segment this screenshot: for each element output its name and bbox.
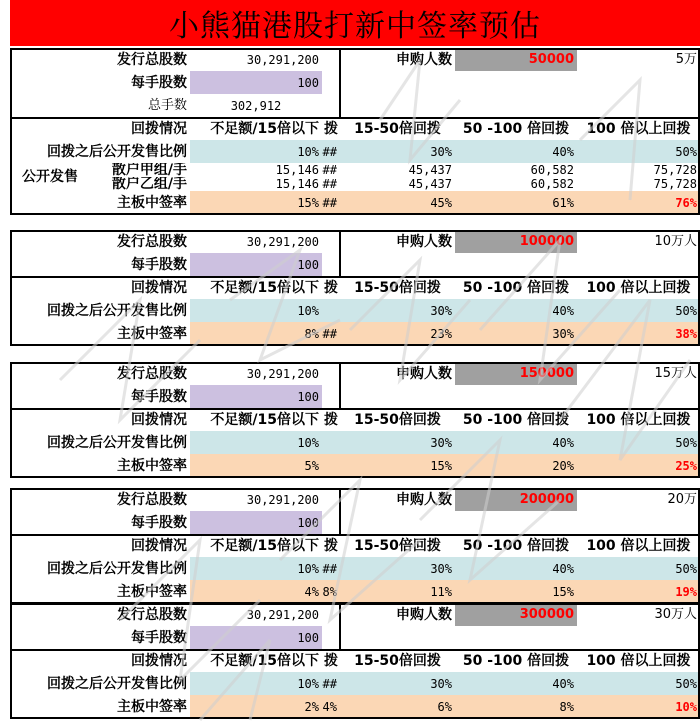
public-ratio-value: 50%	[577, 431, 700, 454]
applicants-value[interactable]: 150000	[455, 362, 577, 385]
grid-line	[10, 408, 700, 410]
total-lots-label: 总手数	[147, 98, 187, 113]
retail-b-value: ##	[322, 177, 337, 191]
clawback-header-0: 不足额/15倍以下	[210, 652, 319, 669]
grid-line	[10, 117, 700, 119]
public-ratio-value: 10%	[190, 140, 322, 163]
issue-total-value[interactable]: 30,291,200	[246, 607, 319, 622]
clawback-header-4: 100 倍以上回拨	[586, 279, 691, 296]
main-rate-value: 15%	[190, 191, 322, 214]
clawback-header-3: 50 -100 倍回拨	[462, 411, 570, 428]
applicants-label: 申购人数	[396, 491, 452, 508]
clawback-header-0: 不足额/15倍以下	[210, 537, 319, 554]
main-rate-value: ##	[322, 191, 340, 214]
issue-total-value[interactable]: 30,291,200	[246, 366, 319, 381]
public-ratio-value: 10%	[190, 431, 322, 454]
grid-line	[339, 488, 341, 534]
lot-size-label: 每手股数	[131, 629, 187, 646]
grid-line	[339, 362, 341, 408]
public-ratio-value: 10%	[190, 299, 322, 322]
issue-total-label: 发行总股数	[117, 233, 187, 250]
grid-line	[339, 48, 341, 117]
main-rate-value: 6%	[340, 695, 455, 718]
main-rate-value: 38%	[577, 322, 700, 345]
main-rate-value: 11%	[340, 580, 455, 603]
main-rate-value: 76%	[577, 191, 700, 214]
lot-size-label: 每手股数	[131, 74, 187, 91]
main-rate-label: 主板中签率	[117, 194, 187, 211]
grid-line	[10, 230, 12, 345]
retail-b-label: 散户乙组/手	[111, 177, 187, 191]
public-ratio-value: 40%	[455, 672, 577, 695]
clawback-header-2: 15-50倍回拨	[354, 411, 441, 428]
public-ratio-value	[322, 299, 340, 322]
clawback-header-2: 15-50倍回拨	[354, 537, 441, 554]
clawback-header-0: 不足额/15倍以下	[210, 411, 319, 428]
grid-line	[339, 230, 341, 276]
main-rate-value: 30%	[455, 322, 577, 345]
public-ratio-value: 50%	[577, 672, 700, 695]
retail-a-value: ##	[322, 163, 337, 177]
public-offer-label: 公开发售	[22, 169, 78, 185]
main-rate-value: 15%	[455, 580, 577, 603]
main-rate-label: 主板中签率	[117, 698, 187, 715]
applicants-value[interactable]: 300000	[455, 603, 577, 626]
grid-line	[10, 230, 700, 232]
lot-size-label: 每手股数	[131, 514, 187, 531]
retail-a-value: 75,728	[653, 163, 697, 177]
applicants-note: 5万	[675, 52, 697, 67]
clawback-header-2: 15-50倍回拨	[354, 120, 441, 137]
main-rate-value: 20%	[455, 454, 577, 477]
clawback-header-4: 100 倍以上回拨	[586, 652, 691, 669]
clawback-header-1: 拨	[324, 537, 338, 554]
public-ratio-value: ##	[322, 672, 340, 695]
clawback-header-0: 不足额/15倍以下	[210, 120, 319, 137]
public-ratio-value: 30%	[340, 140, 455, 163]
main-rate-label: 主板中签率	[117, 457, 187, 474]
applicants-label: 申购人数	[396, 606, 452, 623]
lot-size-value[interactable]: 100	[190, 511, 322, 534]
applicants-label: 申购人数	[396, 51, 452, 68]
lot-size-value[interactable]: 100	[190, 71, 322, 94]
total-lots-value: 302,912	[230, 98, 282, 113]
clawback-label: 回拨情况	[131, 279, 187, 296]
public-ratio-label: 回拨之后公开发售比例	[47, 675, 187, 692]
grid-line	[10, 213, 700, 215]
clawback-header-3: 50 -100 倍回拨	[462, 537, 570, 554]
public-ratio-value: 30%	[340, 557, 455, 580]
main-rate-value: 15%	[340, 454, 455, 477]
public-ratio-value: 50%	[577, 299, 700, 322]
clawback-header-3: 50 -100 倍回拨	[462, 279, 570, 296]
main-rate-value: 61%	[455, 191, 577, 214]
main-rate-value: 45%	[340, 191, 455, 214]
public-ratio-value: 30%	[340, 672, 455, 695]
main-rate-value: 8%	[322, 580, 340, 603]
issue-total-value[interactable]: 30,291,200	[246, 52, 319, 67]
main-rate-value: 8%	[455, 695, 577, 718]
public-ratio-value: 50%	[577, 140, 700, 163]
issue-total-label: 发行总股数	[117, 491, 187, 508]
public-ratio-label: 回拨之后公开发售比例	[47, 434, 187, 451]
main-rate-label: 主板中签率	[117, 583, 187, 600]
page-title: 小熊猫港股打新中签率预估	[10, 0, 700, 46]
lot-size-value[interactable]: 100	[190, 385, 322, 408]
applicants-note: 30万人	[654, 607, 697, 622]
main-rate-label: 主板中签率	[117, 325, 187, 342]
issue-total-label: 发行总股数	[117, 51, 187, 68]
applicants-value[interactable]: 50000	[455, 48, 577, 71]
grid-line	[10, 488, 700, 490]
clawback-header-4: 100 倍以上回拨	[586, 120, 691, 137]
public-ratio-value: ##	[322, 557, 340, 580]
main-rate-value: ##	[322, 322, 340, 345]
lot-size-value[interactable]: 100	[190, 626, 322, 649]
main-rate-value: 2%	[190, 695, 322, 718]
clawback-header-1: 拨	[324, 652, 338, 669]
retail-b-value: 75,728	[653, 177, 697, 191]
grid-line	[10, 603, 700, 605]
clawback-label: 回拨情况	[131, 411, 187, 428]
grid-line	[10, 276, 700, 278]
applicants-value[interactable]: 200000	[455, 488, 577, 511]
clawback-label: 回拨情况	[131, 120, 187, 137]
retail-b-value: 45,437	[408, 177, 452, 191]
grid-line	[339, 603, 341, 649]
retail-a-label: 散户甲组/手	[111, 163, 187, 177]
grid-line	[10, 362, 12, 477]
public-ratio-value: 40%	[455, 299, 577, 322]
clawback-label: 回拨情况	[131, 652, 187, 669]
grid-line	[10, 344, 700, 346]
public-ratio-value: 40%	[455, 140, 577, 163]
clawback-header-3: 50 -100 倍回拨	[462, 120, 570, 137]
clawback-header-3: 50 -100 倍回拨	[462, 652, 570, 669]
applicants-note: 15万人	[654, 366, 697, 381]
grid-line	[10, 534, 700, 536]
clawback-header-4: 100 倍以上回拨	[586, 411, 691, 428]
lot-size-label: 每手股数	[131, 256, 187, 273]
retail-a-value: 45,437	[408, 163, 452, 177]
grid-line	[10, 603, 12, 718]
clawback-header-1: 拨	[324, 279, 338, 296]
issue-total-value[interactable]: 30,291,200	[246, 492, 319, 507]
public-ratio-value: 10%	[190, 557, 322, 580]
public-ratio-label: 回拨之后公开发售比例	[47, 302, 187, 319]
grid-line	[10, 48, 12, 214]
main-rate-value: 10%	[577, 695, 700, 718]
retail-b-value: 15,146	[275, 177, 319, 191]
main-rate-value	[322, 454, 340, 477]
main-rate-value: 8%	[190, 322, 322, 345]
clawback-header-0: 不足额/15倍以下	[210, 279, 319, 296]
retail-a-value: 60,582	[530, 163, 574, 177]
public-ratio-value: 10%	[190, 672, 322, 695]
clawback-header-4: 100 倍以上回拨	[586, 537, 691, 554]
lot-size-value[interactable]: 100	[190, 253, 322, 276]
main-rate-value: 4%	[190, 580, 322, 603]
grid-line	[10, 476, 700, 478]
applicants-value[interactable]: 100000	[455, 230, 577, 253]
issue-total-label: 发行总股数	[117, 365, 187, 382]
grid-line	[10, 48, 700, 50]
public-ratio-value	[322, 431, 340, 454]
main-rate-value: 5%	[190, 454, 322, 477]
lot-size-label: 每手股数	[131, 388, 187, 405]
public-ratio-value: 40%	[455, 431, 577, 454]
clawback-header-2: 15-50倍回拨	[354, 652, 441, 669]
main-rate-value: 23%	[340, 322, 455, 345]
public-ratio-value: 50%	[577, 557, 700, 580]
public-ratio-label: 回拨之后公开发售比例	[47, 560, 187, 577]
issue-total-label: 发行总股数	[117, 606, 187, 623]
public-ratio-label: 回拨之后公开发售比例	[47, 143, 187, 160]
clawback-label: 回拨情况	[131, 537, 187, 554]
main-rate-value: 4%	[322, 695, 340, 718]
grid-line	[10, 649, 700, 651]
applicants-label: 申购人数	[396, 365, 452, 382]
public-ratio-value: ##	[322, 140, 340, 163]
retail-b-value: 60,582	[530, 177, 574, 191]
grid-line	[10, 488, 12, 603]
public-ratio-value: 40%	[455, 557, 577, 580]
issue-total-value[interactable]: 30,291,200	[246, 234, 319, 249]
clawback-header-2: 15-50倍回拨	[354, 279, 441, 296]
grid-line	[10, 717, 700, 719]
applicants-note: 20万	[667, 492, 697, 507]
grid-line	[10, 362, 700, 364]
clawback-header-1: 拨	[324, 411, 338, 428]
public-ratio-value: 30%	[340, 299, 455, 322]
applicants-label: 申购人数	[396, 233, 452, 250]
main-rate-value: 19%	[577, 580, 700, 603]
applicants-note: 10万人	[654, 234, 697, 249]
main-rate-value: 25%	[577, 454, 700, 477]
public-ratio-value: 30%	[340, 431, 455, 454]
clawback-header-1: 拨	[324, 120, 338, 137]
retail-a-value: 15,146	[275, 163, 319, 177]
